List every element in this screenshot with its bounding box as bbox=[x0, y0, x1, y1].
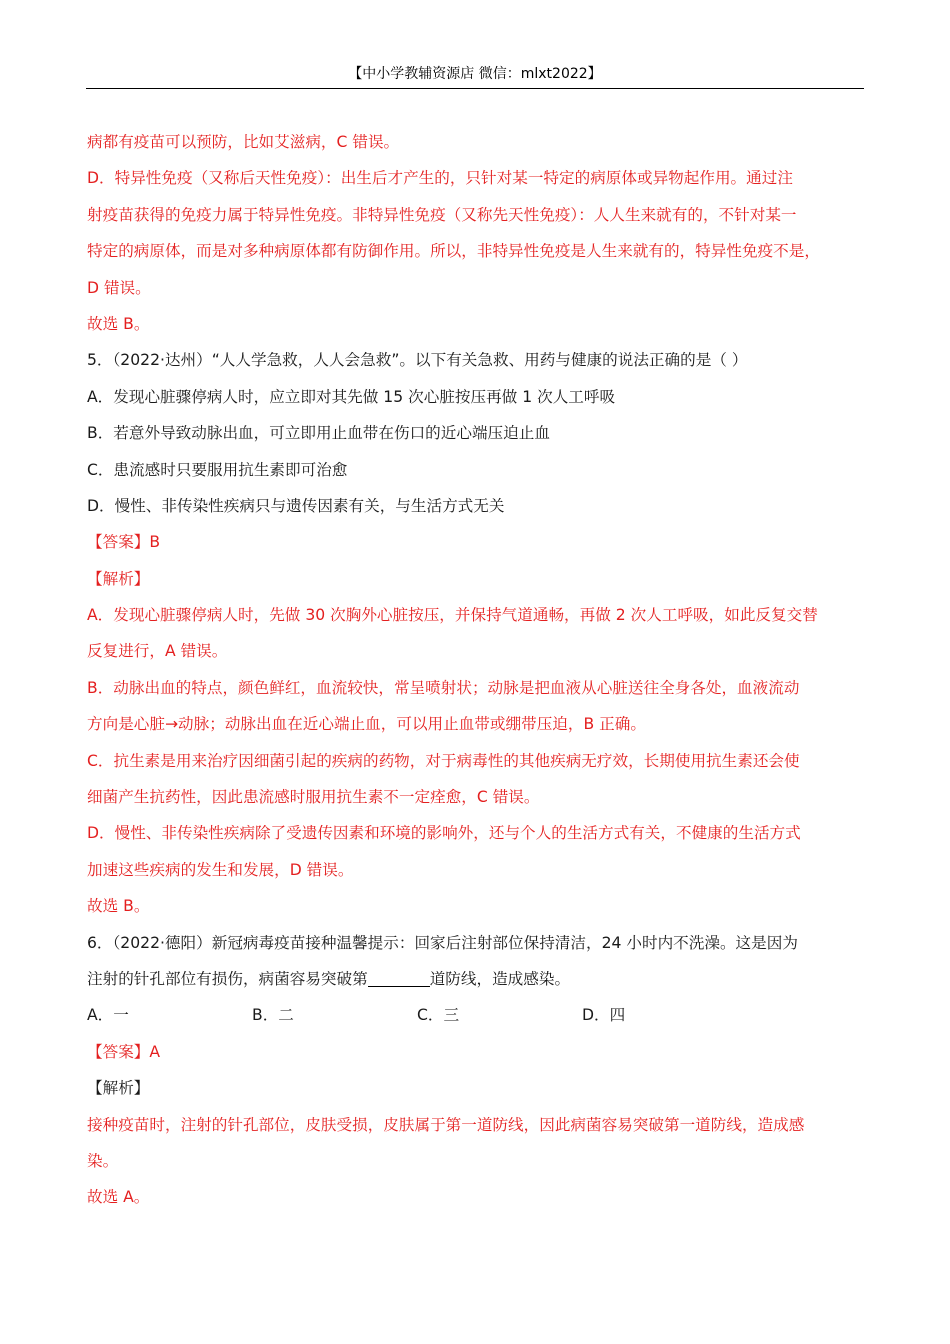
q5-explanation-line: 反复进行，A 错误。 bbox=[87, 642, 228, 661]
q6-option-b: B．二 bbox=[252, 1006, 294, 1025]
prev-explanation-line: 射疫苗获得的免疫力属于特异性免疫。非特异性免疫（又称先天性免疫）：人人生来就有的，不针对某一 bbox=[87, 205, 797, 224]
q6-answer: 【答案】A bbox=[87, 1042, 161, 1061]
q6-option-c: C．三 bbox=[417, 1006, 460, 1025]
page-header: 【中小学教辅资源店 微信：mlxt2022】 bbox=[86, 64, 864, 89]
q5-stem: 5．（2022·达州）“人人学急救，人人会急救”。以下有关急救、用药与健康的说法正确的是（ ） bbox=[87, 351, 748, 370]
q6-explanation-line: 染。 bbox=[87, 1151, 119, 1170]
q5-answer: 【答案】B bbox=[87, 533, 161, 552]
q6-stem-line1: 6．（2022·德阳）新冠病毒疫苗接种温馨提示：回家后注射部位保持清洁，24 小时内不洗澡。这是因为 bbox=[87, 933, 798, 952]
q6-explanation-line: 接种疫苗时，注射的针孔部位，皮肤受损，皮肤属于第一道防线，因此病菌容易突破第一道防线，造成感 bbox=[87, 1115, 805, 1134]
prev-explanation-line: D 错误。 bbox=[87, 278, 151, 297]
q5-explanation-line: 方向是心脏→动脉；动脉出血在近心端止血，可以用止血带或绷带压迫，B 正确。 bbox=[87, 715, 646, 734]
q6-stem-line2 bbox=[87, 961, 867, 997]
q6-conclusion: 故选 A。 bbox=[87, 1188, 150, 1207]
q5-explanation-line: C．抗生素是用来治疗因细菌引起的疾病的药物，对于病毒性的其他疾病无疗效，长期使用抗生素还会使 bbox=[87, 751, 800, 770]
q6-stem-part2: 道防线，造成感染。 bbox=[429, 969, 571, 988]
q6-options bbox=[87, 997, 867, 1033]
q5-explanation-line: A．发现心脏骤停病人时，先做 30 次胸外心脏按压，并保持气道通畅，再做 2 次人工呼吸，如此反复交替 bbox=[87, 606, 818, 625]
q5-conclusion: 故选 B。 bbox=[87, 897, 150, 916]
q5-explanation-line: D．慢性、非传染性疾病除了受遗传因素和环境的影响外，还与个人的生活方式有关，不健康的生活方式 bbox=[87, 824, 801, 843]
q6-option-a: A．一 bbox=[87, 1006, 129, 1025]
page-content bbox=[87, 124, 867, 1216]
q6-analysis-label: 【解析】 bbox=[87, 1079, 150, 1098]
q6-option-d: D．四 bbox=[582, 1006, 626, 1025]
q5-option-a: A．发现心脏骤停病人时，应立即对其先做 15 次心脏按压再做 1 次人工呼吸 bbox=[87, 387, 616, 406]
q5-analysis-label: 【解析】 bbox=[87, 569, 150, 588]
q5-explanation-line: 加速这些疾病的发生和发展，D 错误。 bbox=[87, 860, 354, 879]
q6-stem-part1: 注射的针孔部位有损伤，病菌容易突破第 bbox=[87, 969, 368, 988]
prev-conclusion: 故选 B。 bbox=[87, 314, 150, 333]
q5-explanation-line: B．动脉出血的特点，颜色鲜红，血流较快，常呈喷射状；动脉是把血液从心脏送往全身各处，血液流动 bbox=[87, 678, 800, 697]
q5-option-d: D．慢性、非传染性疾病只与遗传因素有关，与生活方式无关 bbox=[87, 496, 505, 515]
q5-option-c: C．患流感时只要服用抗生素即可治愈 bbox=[87, 460, 348, 479]
fill-in-blank bbox=[368, 968, 430, 987]
prev-explanation-line: 病都有疫苗可以预防，比如艾滋病，C 错误。 bbox=[87, 133, 400, 151]
prev-explanation-line: D．特异性免疫（又称后天性免疫）：出生后才产生的，只针对某一特定的病原体或异物起作用。通过注 bbox=[87, 169, 793, 188]
q5-explanation-line: 细菌产生抗药性，因此患流感时服用抗生素不一定痊愈，C 错误。 bbox=[87, 788, 540, 807]
q5-option-b: B．若意外导致动脉出血，可立即用止血带在伤口的近心端压迫止血 bbox=[87, 424, 550, 443]
prev-explanation-line: 特定的病原体，而是对多种病原体都有防御作用。所以，非特异性免疫是人生来就有的，特异性免疫不是， bbox=[87, 242, 820, 261]
